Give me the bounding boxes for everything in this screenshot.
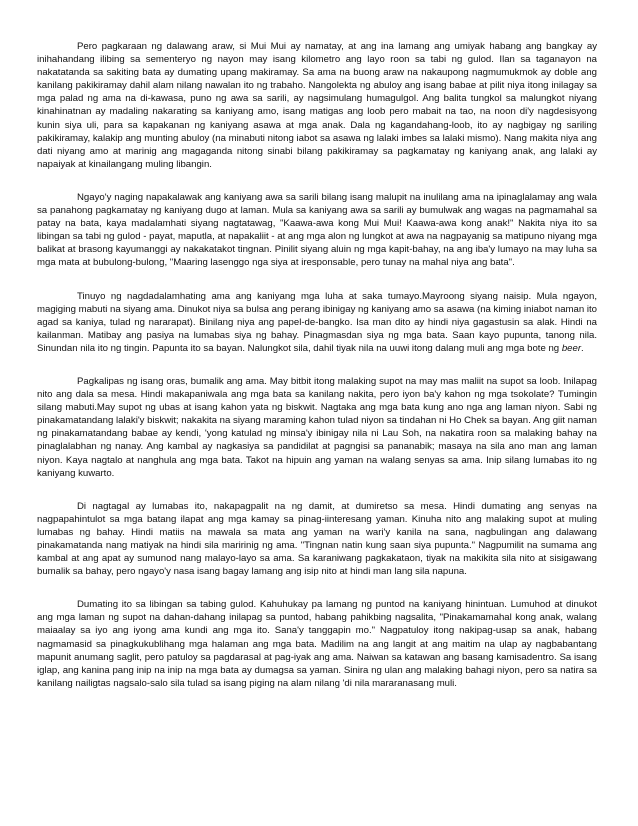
paragraph-3-end: . bbox=[581, 342, 584, 354]
paragraph-2: Ngayo'y naging napakalawak ang kaniyang awa sa sarili bilang isang malupit na inulilang ama na ipinaglalamay ang wala sa panahong pagkamatay ng kaniyang dugo at laman. Mula sa kaniyang awa sa sarili ay bumulwak ang wagas na pagmamahal sa patay na bata, kaya madalamhati siyang nagtatawag, "Kaawa-awa kong Mui Mui! Kaawa-awa kong anak!" Nakita niya ito sa libingan sa tabi ng gulod - payat, maputla, at napakaliit - at ang mga alon ng lungkot at awa na nagpayanig sa matipuno niyang mga balikat at brasong kayumanggi ay nakakatakot tingnan. Pinilit siyang aluin ng mga kapit-bahay, na ang iba'y lumayo na may luha sa mga mata at bubulong-bulong, "Maaring lasenggo nga siya at iresponsable, pero tunay na mahal niya ang bata". bbox=[37, 191, 597, 269]
paragraph-6: Dumating ito sa libingan sa tabing gulod. Kahuhukay pa lamang ng puntod na kaniyang hinintuan. Lumuhod at dinukot ang mga laman ng supot na dahan-dahang inilapag sa puntod, habang pahikbing nagsalita, "Pinakamamahal kong anak, walang maiaalay sa iyo ang iyong ama kundi ang mga ito. Sana'y tanggapin mo." Nagpatuloy itong nakipag-usap sa anak, habang nagmamasid sa pinagkukublihang mga halaman ang mga bata. Madilim na ang langit at ang maitim na ulap ay nagbabantang mapunit anumang saglit, pero patuloy sa pagdarasal at pag-iyak ang ama. Naiwan sa katawan ang basang kamisadentro. Sa isang iglap, ang kanina pang inip na inip na mga bata ay dumagsa sa yaman. Sinira ng ulan ang malaking bahagi niyon, pero sa natira sa kanilang nailigtas nagsalo-salo sila tulad sa isang piging na alam nilang 'di nila mararanasang muli. bbox=[37, 599, 597, 689]
beer-word: beer bbox=[561, 342, 582, 354]
paragraph-1: Pero pagkaraan ng dalawang araw, si Mui Mui ay namatay, at ang ina lamang ang umiyak habang ang bangkay ay inihahandang ilibing sa sementeryo ng nayon may isang kilometro ang layo roon sa tabi ng gulod. Ilan sa taganayon na nakatatanda sa sakiting bata ay dumating upang makiramay. Sa ama na buong araw na nakaupong nagmumukmok ay doble ang kanilang pakikiramay dahil alam nilang nawalan ito ng trabaho. Nangolekta ng abuloy ang isang babae at pilit niya itong inilagay sa mga palad ng ama na di-kawasa, puno ng awa sa sarili, ay nagsimulang humagulgol. Ang balita tungkol sa malungkot niyang kinahinatnan ay madaling nakarating sa kaniyang amo, isang matigas ang loob pero mabait na tao, na noon di'y nagdesisyong kunin siya uli, para sa kapakanan ng kaniyang asawa at mga anak. Dala ng kagandahang-loob, ito ay nagbigay ng sariling pakikiramay, kalakip ang munting abuloy (na minabuti nitong iabot sa asawa ng lalaki imbes sa lalaki mismo). Nang makita niya ang dati niyang amo at marinig ang magaganda nitong sinabi bilang pakikiramay sa pagkamatay ng kaniyang anak, ang lalaki ay napaiyak at kinailangang muling libangin. bbox=[37, 41, 597, 170]
paragraph-5: Di nagtagal ay lumabas ito, nakapagpalit na ng damit, at dumiretso sa mesa. Hindi dumating ang senyas na nagpapahintulot sa mga batang ilapat ang mga kamay sa pinag-iinteresang yaman. Kinuha nito ang malaking supot at muling lumabas ng bahay. Hindi matiis na mawala sa mata ang yaman na wari'y kanila na sana, nagbulingan ang dalawang pinakamatanda nang matiyak na hindi sila maririnig ng ama. "Tingnan natin kung saan siya pupunta." Nagpumilit na sumama ang kambal at ang apat ay sumunod nang malayo-layo sa ama. Sa karaniwang pagkakataon, tiyak na makikita sila nito at sisigawang bumalik sa bahay, pero ngayo'y nasa isang bagay lamang ang isip nito at hindi man lang sila napuna. bbox=[37, 500, 597, 578]
paragraph-3-text: Tinuyo ng nagdadalamhating ama ang kaniyang mga luha at saka tumayo.Mayroong siyang naisip. Mula ngayon, magiging mabuti na siyang ama. Dinukot niya sa bulsa ang perang ibinigay ng kaniyang amo sa asawa (na kiming iniabot naman ito agad sa kaniya, tulad ng nararapat). Binilang niya ang papel-de-bangko. Isa man dito ay hindi niya gagastusin sa alak. Hindi na kailanman. Matibay ang pasiya na lumabas siya ng bahay. Pinagmasdan siya ng mga bata. Saan kayo pupunta, tanong nila. Sinundan nila ito ng tingin. Papunta ito sa bayan. Nalungkot sila, dahil tiyak nila na uuwi itong dalang muli ang mga bote ng bbox=[37, 290, 597, 354]
paragraph-3 bbox=[37, 290, 597, 355]
paragraph-4: Pagkalipas ng isang oras, bumalik ang ama. May bitbit itong malaking supot na may mas maliit na supot sa loob. Inilapag nito ang dala sa mesa. Hindi makapaniwala ang mga bata sa kanilang nakita, pero iyon ba'y kahon ng mga tsokolate? Tumingin silang mabuti.May supot ng ubas at isang kahon yata ng biskwit. Nagtaka ang mga bata kung ano nga ang laman niyon. Sabi ng pinakamatandang lalaki'y biskwit; nakakita na siyang maraming kahon tulad niyon sa tindahan ni Ho Chek sa bayan. Ang giit naman ng pinakamatandang babae ay kendi, 'yong katulad ng minsa'y ibinigay nila ni Lau Soh, na nakatira roon sa malaking bahay na pinaglalabhan ng nanay. Ang kambal ay nagkasiya sa pandidilat at pagngisi sa pananabik; masaya na sila ano man ang laman niyon. Kaya nagtalo at nanghula ang mga bata. Takot na hipuin ang yaman na walang senyas sa ama. Inip silang lumabas ito ng kaniyang kuwarto. bbox=[37, 375, 597, 479]
